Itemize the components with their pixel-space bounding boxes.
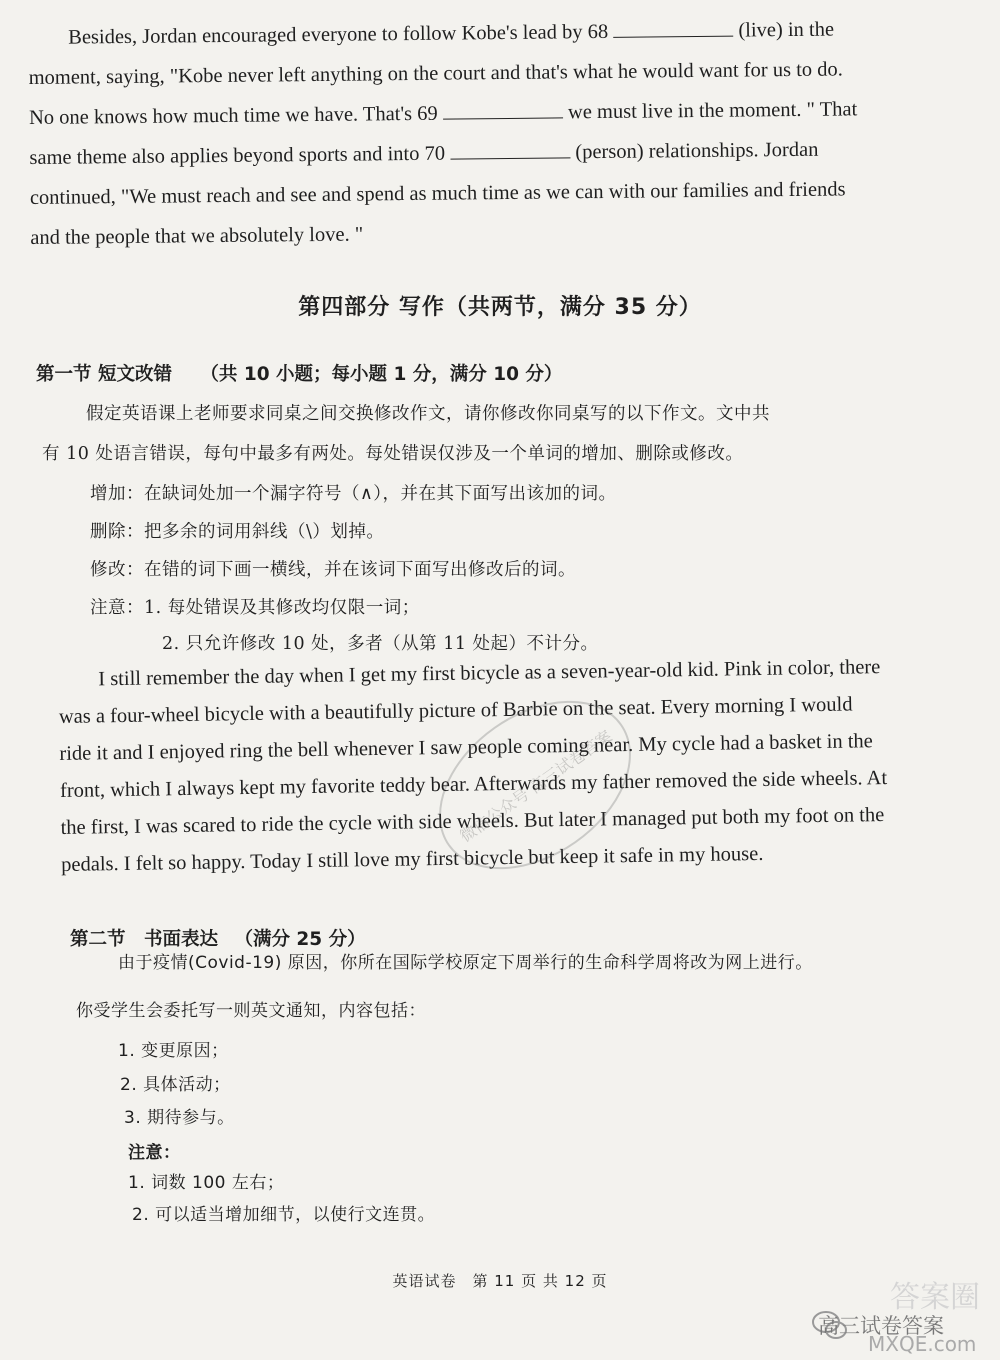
passage-top bbox=[28, 8, 958, 258]
essay-line: was a four-wheel bicycle with a beautifully picture of Barbie on the seat. Every morning I would bbox=[58, 693, 853, 728]
watermark-domain: MXQE.com bbox=[868, 1332, 977, 1356]
content-item-1: 1. 变更原因； bbox=[118, 1041, 229, 1061]
passage-line: and the people that we absolutely love. " bbox=[30, 223, 364, 249]
note-1: 注意：1. 每处错误及其修改均仅限一词； bbox=[90, 598, 420, 618]
content-item-3: 3. 期待参与。 bbox=[124, 1108, 235, 1128]
stamp-text: 微信公众号 高三试卷答案 bbox=[456, 726, 616, 846]
page-footer: 英语试卷 第 11 页 共 12 页 bbox=[392, 1272, 608, 1290]
blank-68 bbox=[613, 18, 733, 38]
passage-line: moment, saying, "Kobe never left anything on the court and that's what he would want for us to do. bbox=[28, 58, 843, 89]
section1-intro-line2: 有 10 处语言错误，每句中最多有两处。每处错误仅涉及一个单词的增加、删除或修改。 bbox=[42, 444, 744, 464]
section2-intro-line2: 你受学生会委托写一则英文通知，内容包括： bbox=[76, 1001, 426, 1021]
rule-delete: 删除：把多余的词用斜线（\）划掉。 bbox=[90, 522, 385, 542]
essay-line: I still remember the day when I get my first bicycle as a seven-year-old kid. Pink in color, there bbox=[98, 656, 881, 691]
note-2: 2. 只允许修改 10 处，多者（从第 11 处起）不计分。 bbox=[162, 634, 599, 654]
essay-line: the first, I was scared to ride the cycle with side wheels. But later I managed put both my foot on the bbox=[60, 804, 885, 839]
site-watermark bbox=[810, 1270, 990, 1355]
rule-add: 增加：在缺词处加一个漏字符号（∧），并在其下面写出该加的词。 bbox=[90, 484, 617, 504]
essay-line: ride it and I enjoyed ring the bell whenever I saw people coming near. My cycle had a basket in the bbox=[59, 730, 873, 765]
blank-69 bbox=[443, 99, 563, 119]
passage-line: Besides, Jordan encouraged everyone to follow Kobe's lead by 68 (live) in the bbox=[68, 18, 835, 49]
watermark-bottom: 高三试卷答案 bbox=[818, 1314, 944, 1338]
writing-note-1: 1. 词数 100 左右； bbox=[128, 1173, 285, 1193]
note-label: 注意： bbox=[128, 1143, 181, 1163]
passage-line: same theme also applies beyond sports and into 70 (person) relationships. Jordan bbox=[29, 138, 819, 169]
section1-title: 第一节 短文改错 （共 10 小题；每小题 1 分，满分 10 分） bbox=[36, 364, 563, 385]
watermark-top: 答案圈 bbox=[890, 1280, 980, 1315]
section2-intro-line1: 由于疫情(Covid-19) 原因，你所在国际学校原定下周举行的生命科学周将改为网上进行。 bbox=[118, 953, 813, 973]
section2-title: 第二节 书面表达 （满分 25 分） bbox=[70, 929, 366, 950]
rule-modify: 修改：在错的词下画一横线，并在该词下面写出修改后的词。 bbox=[90, 560, 576, 580]
blank-70 bbox=[450, 139, 570, 159]
content-item-2: 2. 具体活动； bbox=[120, 1075, 231, 1095]
essay-line: pedals. I felt so happy. Today I still love my first bicycle but keep it safe in my house. bbox=[61, 842, 764, 876]
passage-line: No one knows how much time we have. That's 69 we must live in the moment. " That bbox=[28, 98, 858, 129]
writing-note-2: 2. 可以适当增加细节，以使行文连贯。 bbox=[132, 1205, 436, 1225]
essay-line: front, which I always kept my favorite teddy bear. Afterwards my father removed the side wheels. At bbox=[59, 766, 888, 802]
section1-intro-line1: 假定英语课上老师要求同桌之间交换修改作文，请你修改你同桌写的以下作文。文中共 bbox=[86, 404, 770, 424]
passage-line: continued, "We must reach and see and spend as much time as we can with our families and friends bbox=[29, 178, 846, 209]
part4-title: 第四部分 写作（共两节，满分 35 分） bbox=[298, 295, 702, 320]
